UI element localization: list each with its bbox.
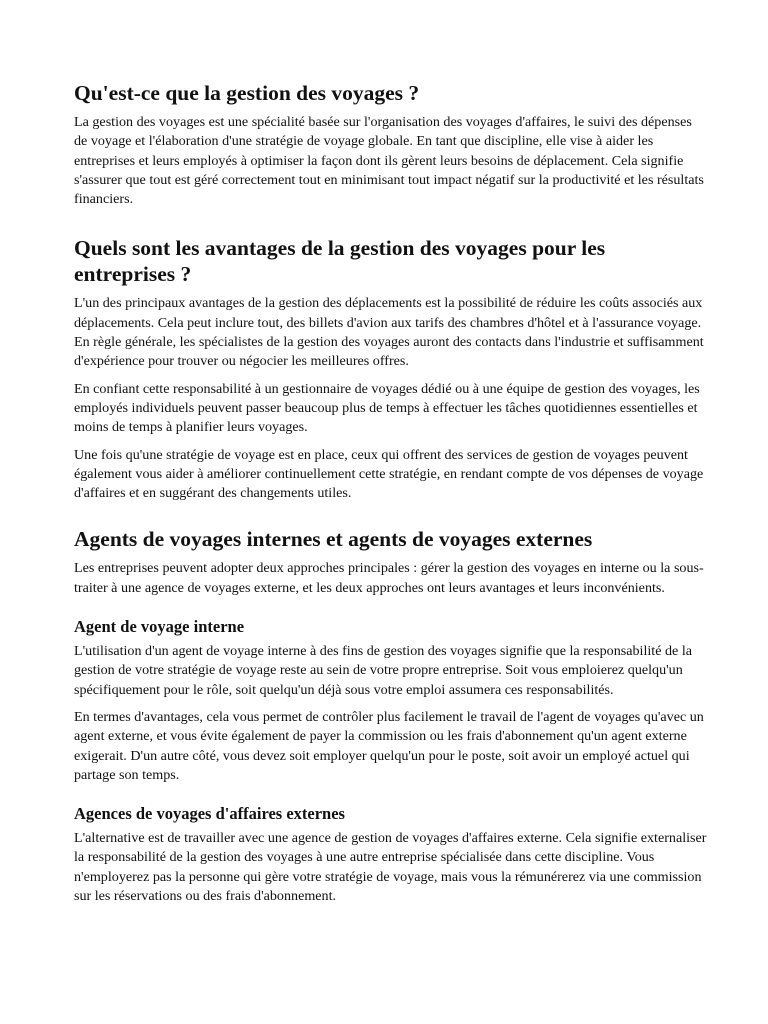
paragraph: Une fois qu'une stratégie de voyage est en place, ceux qui offrent des services de gestion de voyages peuvent également vous aider à améliorer continuellement cette stratégie, en rendant compte de vos dépenses de voyage d'affaires et en suggérant des changements utiles. bbox=[74, 446, 704, 502]
paragraph: L'alternative est de travailler avec une agence de gestion de voyages d'affaires externe. Cela signifie externaliser la responsabilité de la gestion des voyages à une autre entreprise spécialisée dans cette discipline. Vous n'employerez pas la personne qui gère votre stratégie de voyage, mais vous la rémunérerez via une commission sur les réservations ou des frais d'abonnement. bbox=[74, 830, 707, 905]
paragraph: En confiant cette responsabilité à un gestionnaire de voyages dédié ou à une équipe de gestion des voyages, les employés individuels peuvent passer beaucoup plus de temps à effectuer les tâches quotidiennes essentielles et moins de temps à planifier leurs voyages. bbox=[74, 380, 700, 436]
subsection-heading-internal-agent: Agent de voyage interne bbox=[74, 617, 245, 637]
paragraph: En termes d'avantages, cela vous permet de contrôler plus facilement le travail de l'agent de voyages qu'avec un agent externe, et vous évite également de payer la commission ou les frais d'abonnement qu'un agent externe exigerait. D'un autre côté, vous devez soit employer quelqu'un pour le poste, soit avoir un employé actuel qui partage son temps. bbox=[74, 708, 704, 783]
paragraph: La gestion des voyages est une spécialité basée sur l'organisation des voyages d'affaires, le suivi des dépenses de voyage et l'élaboration d'une stratégie de voyage globale. En tant que discipline, elle vise à aider les entreprises et leurs employés à optimiser la façon dont ils gèrent leurs besoins de déplacement. Cela signifie s'assurer que tout est géré correctement tout en minimisant tout impact négatif sur la productivité et les résultats financiers. bbox=[74, 114, 704, 208]
section-heading-benefits: Quels sont les avantages de la gestion des voyages pour les entreprises ? bbox=[74, 236, 606, 287]
section-heading-internal-vs-external: Agents de voyages internes et agents de voyages externes bbox=[74, 527, 593, 552]
paragraph: Les entreprises peuvent adopter deux approches principales : gérer la gestion des voyages en interne ou la sous-traiter à une agence de voyages externe, et les deux approches ont leurs avantages et leurs inconvénients. bbox=[74, 560, 704, 596]
paragraph: L'utilisation d'un agent de voyage interne à des fins de gestion des voyages signifie que la responsabilité de la gestion de votre stratégie de voyage reste au sein de votre propre entreprise. Soit vous emploierez quelqu'un spécifiquement pour le rôle, soit quelqu'un déjà sous votre emploi assumera ces responsabilités. bbox=[74, 643, 692, 698]
subsection-heading-external-agencies: Agences de voyages d'affaires externes bbox=[74, 804, 345, 824]
section-heading-what-is-travel-management: Qu'est-ce que la gestion des voyages ? bbox=[74, 81, 420, 105]
paragraph: L'un des principaux avantages de la gestion des déplacements est la possibilité de réduire les coûts associés aux déplacements. Cela peut inclure tout, des billets d'avion aux tarifs des chambres d'hôtel et à l'assurance voyage. En règle générale, les spécialistes de la gestion des voyages auront des contacts dans l'industrie et suffisamment d'expérience pour trouver ou négocier les meilleures offres. bbox=[74, 295, 704, 370]
